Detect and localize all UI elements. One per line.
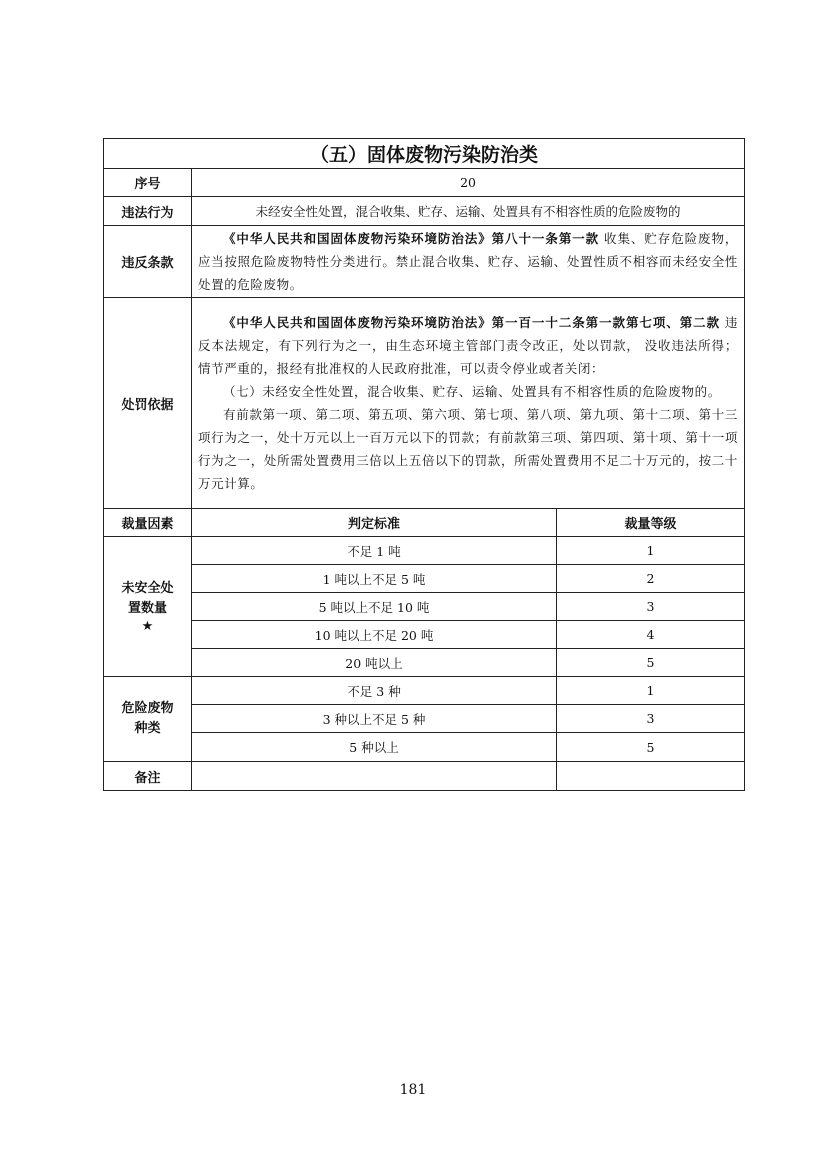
penalty-item-7: （七）未经安全性处置，混合收集、贮存、运输、处置具有不相容性质的危险废物的。 [223, 384, 721, 399]
penalty-body: 违反本法规定，有下列行为之一，由生态环境主管部门责令改正，处以罚款， 没收违法所得；情节严重的，报经有批准权的人民政府批准，可以责令停业或者关闭： [198, 315, 739, 376]
star-icon: ★ [141, 619, 154, 634]
penalty-label: 处罚依据 [104, 298, 192, 509]
level-cell: 5 [557, 733, 745, 762]
level-cell: 3 [557, 705, 745, 733]
header-factor: 裁量因素 [104, 509, 192, 537]
factor-types [104, 677, 192, 762]
level-cell: 4 [557, 621, 745, 649]
level-cell: 1 [557, 677, 745, 705]
discretion-table [103, 138, 745, 791]
factor-types-label: 危险废物种类 [121, 701, 174, 736]
factor-quantity-label: 未安全处置数量 [121, 581, 174, 616]
clause-body: 收集、贮存危险废物，应当按照危险废物特性分类进行。禁止混合收集、贮存、运输、处置性质不相容而未经安全性处置的危险废物。 [198, 231, 739, 292]
criteria-cell: 10 吨以上不足 20 吨 [192, 621, 557, 649]
serial-label: 序号 [104, 169, 192, 197]
note-cell [192, 762, 557, 791]
violation-label: 违法行为 [104, 197, 192, 226]
level-cell: 3 [557, 593, 745, 621]
level-cell: 5 [557, 649, 745, 677]
penalty-text [192, 298, 745, 509]
table-title: （五）固体废物污染防治类 [104, 139, 745, 169]
criteria-cell: 3 种以上不足 5 种 [192, 705, 557, 733]
clause-label: 违反条款 [104, 226, 192, 298]
clause-text [192, 226, 745, 298]
header-level: 裁量等级 [557, 509, 745, 537]
serial-value: 20 [192, 169, 745, 197]
violation-value: 未经安全性处置，混合收集、贮存、运输、处置具有不相容性质的危险废物的 [192, 197, 745, 226]
page-number: 181 [399, 1082, 427, 1098]
level-cell: 2 [557, 565, 745, 593]
clause-law-ref: 《中华人民共和国固体废物污染环境防治法》第八十一条第一款 [223, 231, 600, 246]
criteria-cell: 5 种以上 [192, 733, 557, 762]
criteria-cell: 20 吨以上 [192, 649, 557, 677]
level-cell: 1 [557, 537, 745, 565]
note-label: 备注 [104, 762, 192, 791]
header-criteria: 判定标准 [192, 509, 557, 537]
criteria-cell: 5 吨以上不足 10 吨 [192, 593, 557, 621]
criteria-cell: 1 吨以上不足 5 吨 [192, 565, 557, 593]
criteria-cell: 不足 3 种 [192, 677, 557, 705]
criteria-cell: 不足 1 吨 [192, 537, 557, 565]
penalty-fines: 有前款第一项、第二项、第五项、第六项、第七项、第八项、第九项、第十二项、第十三项行为之一，处十万元以上一百万元以下的罚款；有前款第三项、第四项、第十项、第十一项行为之一，处所需处置费用三倍以上五倍以下的罚款，所需处置费用不足二十万元的，按二十万元计算。 [198, 407, 739, 491]
factor-quantity [104, 537, 192, 677]
penalty-law-ref: 《中华人民共和国固体废物污染环境防治法》第一百一十二条第一款第七项、第二款 [223, 315, 721, 330]
note-cell-extra [557, 762, 745, 791]
